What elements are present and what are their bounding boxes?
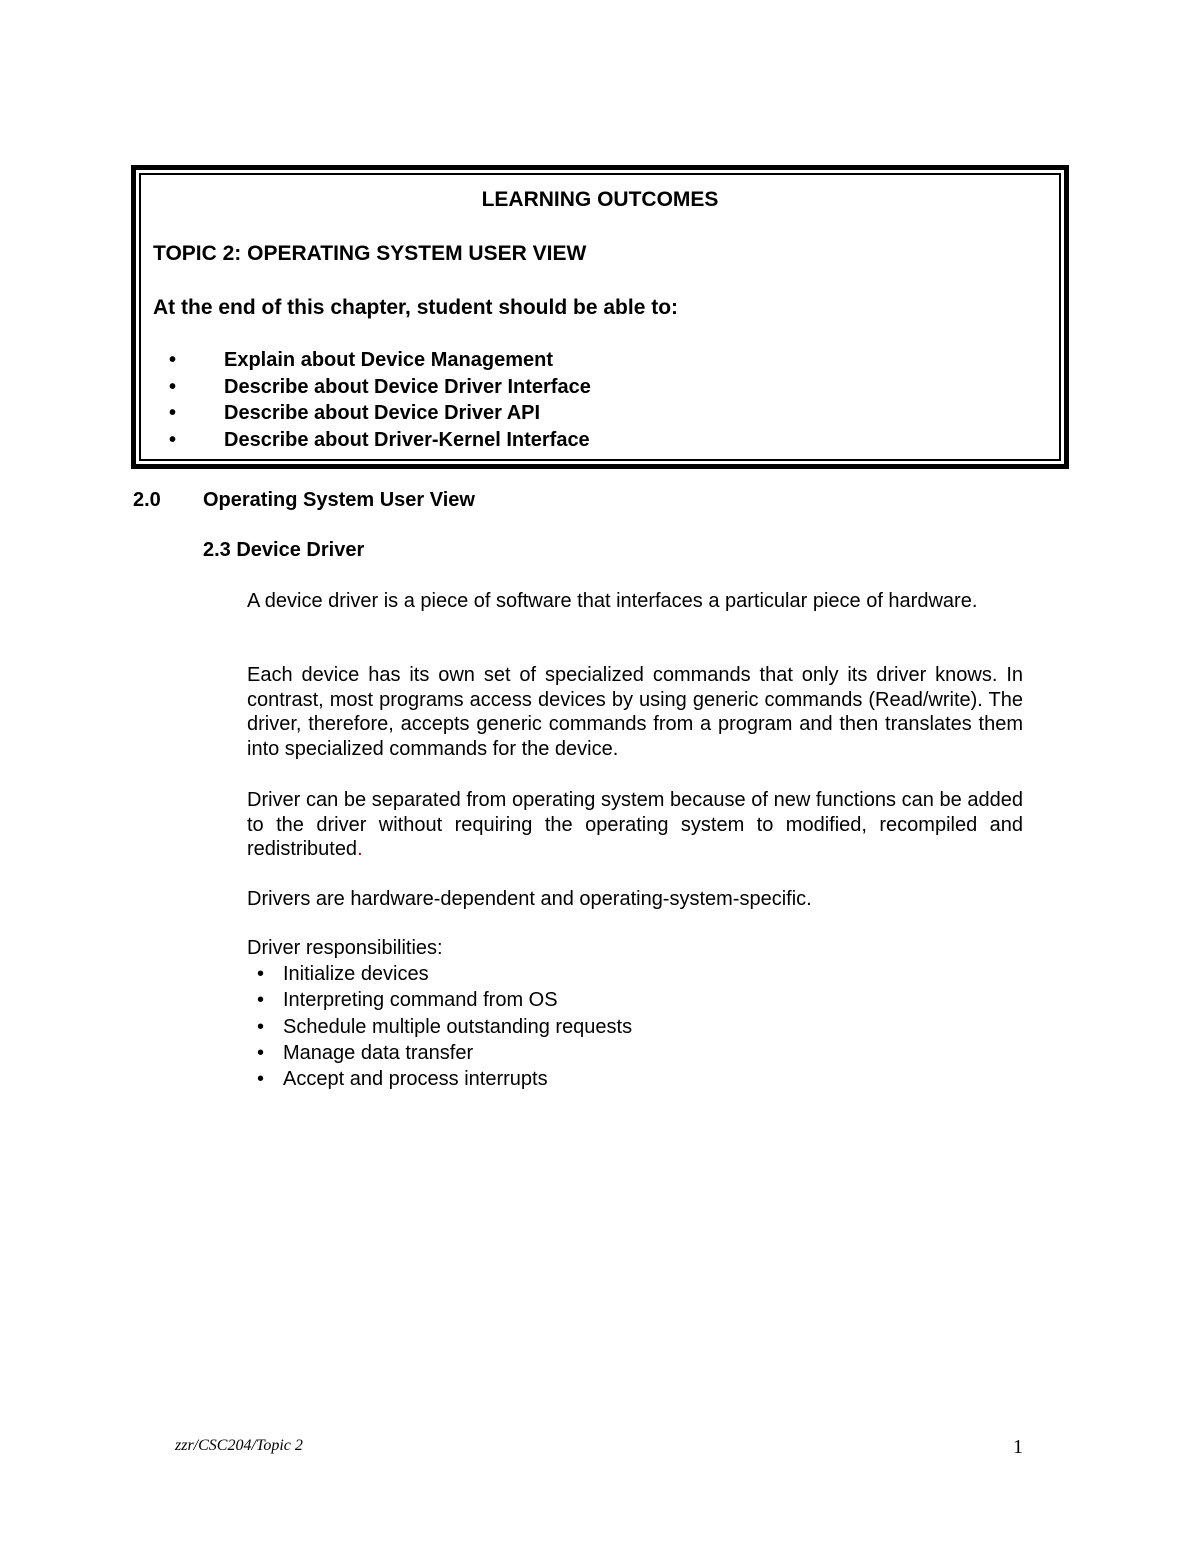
bullet-icon: •	[169, 402, 177, 424]
footer-course-label: zzr/CSC204/Topic 2	[175, 1437, 303, 1454]
responsibility-text: Initialize devices	[283, 963, 429, 985]
learning-outcome-text: Explain about Device Management	[224, 349, 553, 371]
learning-outcome-item	[153, 374, 591, 401]
paragraph-separation-text: Driver can be separated from operating system because of new functions can be added to the driver without requiring the operating system to modified, recompiled and redistributed	[247, 789, 1023, 860]
learning-outcome-item	[153, 427, 591, 454]
responsibilities-list	[247, 961, 632, 1092]
red-period: .	[357, 838, 363, 860]
responsibility-item	[247, 1066, 632, 1092]
paragraph-dependency: Drivers are hardware-dependent and operating-system-specific.	[247, 888, 812, 910]
learning-outcome-item	[153, 347, 591, 374]
paragraph-commands: Each device has its own set of specialized commands that only its driver knows. In contrast, most programs access devices by using generic commands (Read/write). The driver, therefore, accepts generic commands from a program and then translates them into specialized commands for the device.	[247, 664, 1023, 760]
responsibility-text: Interpreting command from OS	[283, 989, 558, 1012]
responsibility-item	[247, 1014, 632, 1040]
responsibility-item	[247, 961, 632, 987]
learning-outcome-item	[153, 400, 591, 427]
bullet-icon: •	[169, 428, 177, 451]
learning-outcomes-list	[153, 347, 591, 453]
paragraph-definition: A device driver is a piece of software that interfaces a particular piece of hardware.	[247, 590, 978, 612]
responsibility-text: Manage data transfer	[283, 1041, 474, 1064]
responsibility-item	[247, 987, 632, 1013]
subsection-title: 2.3 Device Driver	[203, 539, 365, 561]
learning-outcomes-intro: At the end of this chapter, student should be able to:	[153, 296, 679, 319]
topic-heading: TOPIC 2: OPERATING SYSTEM USER VIEW	[153, 242, 587, 265]
learning-outcomes-box	[131, 165, 1069, 469]
learning-outcome-text: Describe about Driver-Kernel Interface	[224, 428, 590, 451]
learning-outcome-text: Describe about Device Driver API	[224, 402, 541, 424]
bullet-icon: •	[257, 963, 265, 985]
responsibilities-heading: Driver responsibilities:	[247, 937, 443, 959]
page-number: 1	[1013, 1436, 1023, 1458]
section-number: 2.0	[133, 489, 161, 511]
responsibility-text: Accept and process interrupts	[283, 1068, 548, 1091]
learning-outcome-text: Describe about Device Driver Interface	[224, 375, 591, 398]
section-title: Operating System User View	[203, 489, 475, 511]
bullet-icon: •	[169, 349, 177, 371]
learning-outcomes-title: LEARNING OUTCOMES	[481, 188, 719, 211]
bullet-icon: •	[257, 1015, 265, 1038]
bullet-icon: •	[257, 989, 265, 1012]
responsibility-text: Schedule multiple outstanding requests	[283, 1015, 633, 1038]
paragraph-separation	[247, 788, 1023, 862]
bullet-icon: •	[257, 1041, 265, 1064]
bullet-icon: •	[257, 1068, 265, 1091]
responsibility-item	[247, 1040, 632, 1066]
bullet-icon: •	[169, 375, 177, 398]
